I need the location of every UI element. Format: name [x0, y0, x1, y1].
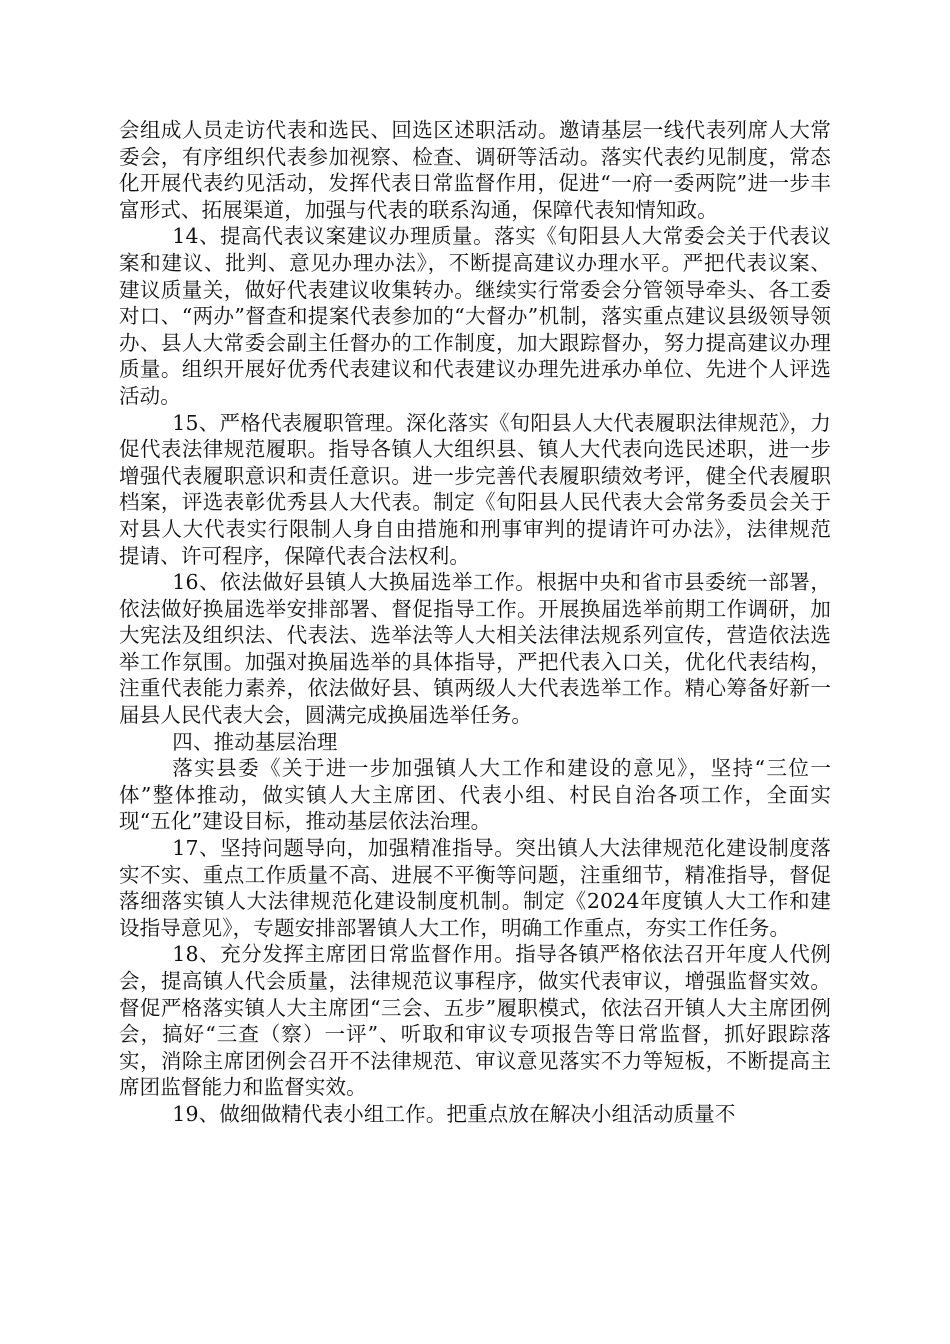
paragraph-18-presidium-supervision: 18、充分发挥主席团日常监督作用。指导各镇严格依法召开年度人代例会，提高镇人代会质量，法律规范议事程序，做实代表审议，增强监督实效。督促严格落实镇人大主席团“三会、五步”履职模式，依法召开镇人大主席团例会，搞好“三查（察）一评”、听取和审议专项报告等日常监督，抓好跟踪落实，消除主席团例会召开不法律规范、审议意见落实不力等短板，不断提高主席团监督能力和监督实效。 [119, 942, 831, 1100]
paragraph-17-precise-guidance: 17、坚持问题导向，加强精准指导。突出镇人大法律规范化建设制度落实不实、重点工作质量不高、进展不平衡等问题，注重细节，精准指导，督促落细落实镇人大法律规范化建设制度机制。制定《2024年度镇人大工作和建设指导意见》，专题安排部署镇人大工作，明确工作重点，夯实工作任务。 [119, 836, 831, 940]
paragraph-14-proposal-handling: 14、提高代表议案建议办理质量。落实《旬阳县人大常委会关于代表议案和建议、批判、意见办理办法》，不断提高建议办理水平。严把代表议案、建议质量关，做好代表建议收集转办。继续实行常委会分管领导牵头、各工委对口、“两办”督查和提案代表参加的“大督办”机制，落实重点建议县级领导领办、县人大常委会副主任督办的工作制度，加大跟踪督办，努力提高建议办理质量。组织开展好优秀代表建议和代表建议办理先进承办单位、先进个人评选活动。 [119, 224, 831, 408]
paragraph-15-duty-management: 15、严格代表履职管理。深化落实《旬阳县人大代表履职法律规范》，力促代表法律规范履职。指导各镇人大组织县、镇人大代表向选民述职，进一步增强代表履职意识和责任意识。进一步完善代表履职绩效考评，健全代表履职档案，评选表彰优秀县人大代表。制定《旬阳县人民代表大会常务委员会关于对县人大代表实行限制人身自由措施和刑事审判的提请许可办法》，法律规范提请、许可程序，保障代表合法权利。 [119, 410, 831, 568]
paragraph-16-election-work: 16、依法做好县镇人大换届选举工作。根据中央和省市县委统一部署，依法做好换届选举安排部署、督促指导工作。开展换届选举前期工作调研，加大宪法及组织法、代表法、选举法等人大相关法律法规系列宣传，营造依法选举工作氛围。加强对换届选举的具体指导，严把代表入口关，优化代表结构，注重代表能力素养，依法做好县、镇两级人大代表选举工作。精心筹备好新一届县人民代表大会，圆满完成换届选举任务。 [119, 570, 831, 728]
paragraph-continued: 会组成人员走访代表和选民、回选区述职活动。邀请基层一线代表列席人大常委会，有序组织代表参加视察、检查、调研等活动。落实代表约见制度，常态化开展代表约见活动，发挥代表日常监督作用，促进“一府一委两院”进一步丰富形式、拓展渠道，加强与代表的联系沟通，保障代表知情知政。 [119, 118, 831, 222]
section-heading-4: 四、推动基层治理 [172, 729, 338, 754]
paragraph-19-delegate-groups: 19、做细做精代表小组工作。把重点放在解决小组活动质量不 [172, 1101, 736, 1126]
document-body [119, 117, 831, 1128]
paragraph-section-4-intro: 落实县委《关于进一步加强镇人大工作和建设的意见》，坚持“三位一体”整体推动，做实镇人大主席团、代表小组、村民自治各项工作，全面实现“五化”建设目标，推动基层依法治理。 [119, 756, 831, 834]
